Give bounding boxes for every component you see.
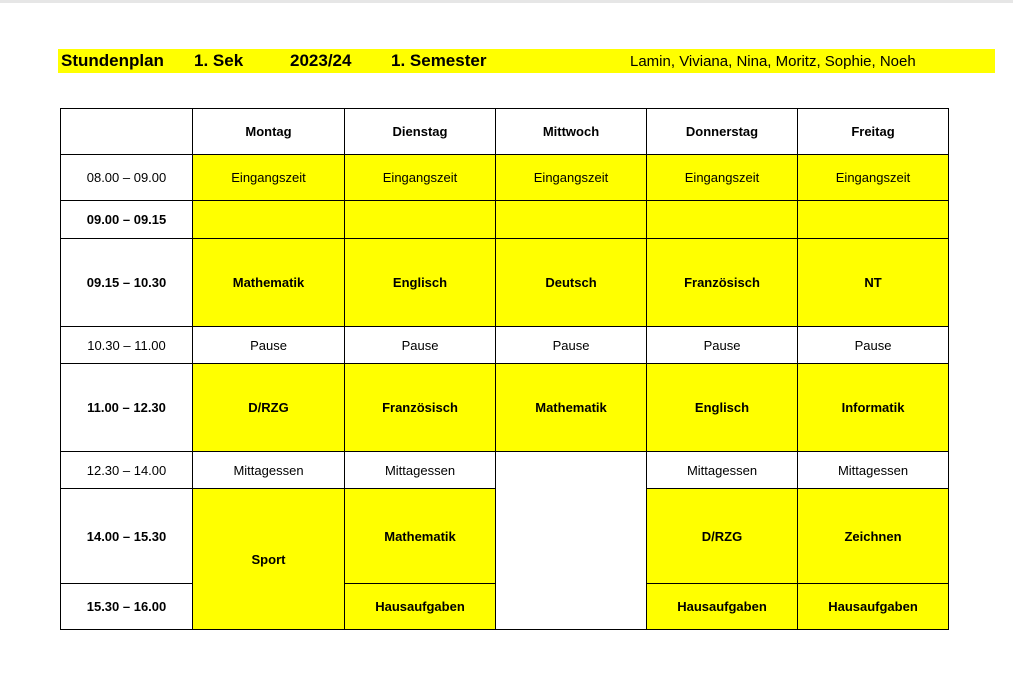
header-bar	[58, 49, 995, 73]
lesson-cell: Eingangszeit	[496, 155, 647, 201]
class-label: 1. Sek	[194, 51, 244, 70]
lesson-cell: Eingangszeit	[798, 155, 949, 201]
time-cell: 08.00 – 09.00	[61, 155, 193, 201]
lunch-cell: Mittagessen	[345, 452, 496, 489]
day-header-freitag: Freitag	[798, 109, 949, 155]
page-title: Stundenplan	[61, 51, 164, 70]
pause-cell: Pause	[193, 327, 345, 364]
lunch-cell: Mittagessen	[647, 452, 798, 489]
top-border	[0, 0, 1013, 3]
semester-label: 1. Semester	[391, 51, 487, 70]
lunch-cell: Mittagessen	[798, 452, 949, 489]
lunch-cell: Mittagessen	[193, 452, 345, 489]
pause-cell: Pause	[647, 327, 798, 364]
day-header-donnerstag: Donnerstag	[647, 109, 798, 155]
lesson-cell: Deutsch	[496, 239, 647, 327]
day-header-mittwoch: Mittwoch	[496, 109, 647, 155]
empty-cell	[345, 201, 496, 239]
lesson-cell-sport: Sport	[193, 489, 345, 630]
table-row	[61, 201, 949, 239]
lesson-cell: Mathematik	[193, 239, 345, 327]
corner-cell	[61, 109, 193, 155]
pause-cell: Pause	[798, 327, 949, 364]
lesson-cell: Französisch	[345, 364, 496, 452]
pause-cell: Pause	[496, 327, 647, 364]
day-header-dienstag: Dienstag	[345, 109, 496, 155]
time-cell: 09.15 – 10.30	[61, 239, 193, 327]
empty-cell-mittwoch-afternoon	[496, 452, 647, 630]
homework-cell: Hausaufgaben	[345, 584, 496, 630]
lesson-cell: Mathematik	[496, 364, 647, 452]
time-cell: 14.00 – 15.30	[61, 489, 193, 584]
table-row	[61, 155, 949, 201]
student-names: Lamin, Viviana, Nina, Moritz, Sophie, Noeh	[630, 53, 916, 70]
lesson-cell: Französisch	[647, 239, 798, 327]
time-cell: 12.30 – 14.00	[61, 452, 193, 489]
lesson-cell: Eingangszeit	[345, 155, 496, 201]
school-year: 2023/24	[290, 51, 352, 70]
table-row	[61, 364, 949, 452]
table-row	[61, 239, 949, 327]
lesson-cell: Eingangszeit	[193, 155, 345, 201]
time-cell: 15.30 – 16.00	[61, 584, 193, 630]
lesson-cell: Eingangszeit	[647, 155, 798, 201]
table-row	[61, 452, 949, 489]
lesson-cell: D/RZG	[193, 364, 345, 452]
time-cell: 09.00 – 09.15	[61, 201, 193, 239]
pause-cell: Pause	[345, 327, 496, 364]
empty-cell	[193, 201, 345, 239]
timetable	[60, 108, 949, 630]
empty-cell	[496, 201, 647, 239]
lesson-cell: Zeichnen	[798, 489, 949, 584]
homework-cell: Hausaufgaben	[647, 584, 798, 630]
empty-cell	[647, 201, 798, 239]
time-cell: 11.00 – 12.30	[61, 364, 193, 452]
lesson-cell: Englisch	[345, 239, 496, 327]
table-row	[61, 327, 949, 364]
lesson-cell: Informatik	[798, 364, 949, 452]
lesson-cell: Mathematik	[345, 489, 496, 584]
homework-cell: Hausaufgaben	[798, 584, 949, 630]
day-header-montag: Montag	[193, 109, 345, 155]
table-row	[61, 109, 949, 155]
lesson-cell: D/RZG	[647, 489, 798, 584]
lesson-cell: Englisch	[647, 364, 798, 452]
empty-cell	[798, 201, 949, 239]
lesson-cell: NT	[798, 239, 949, 327]
time-cell: 10.30 – 11.00	[61, 327, 193, 364]
